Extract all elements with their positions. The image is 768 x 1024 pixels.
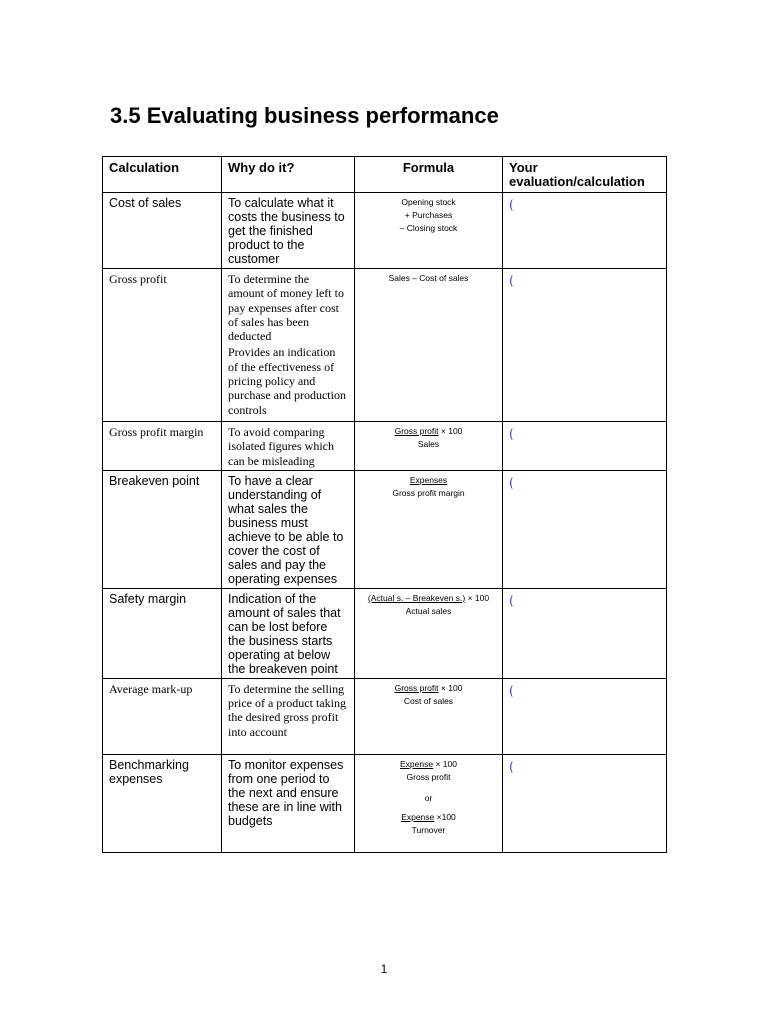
calculation-cell: Average mark-up [103,678,222,754]
table-row [103,193,667,269]
entry-marker: ( [509,475,514,490]
calculation-cell: Breakeven point [103,470,222,588]
entry-marker: ( [509,759,514,774]
header-evaluation: Your evaluation/calculation [503,157,667,193]
table-row [103,421,667,470]
formula-line: + Purchases [404,210,453,220]
formula-numerator: Expenses [409,474,448,485]
why-cell: To have a clear understanding of what sales the business must achieve to be able to cover the cost of sales and pay the operating expenses [222,470,355,588]
calculation-cell: Benchmarking expenses [103,754,222,852]
why-cell: To calculate what it costs the business to get the finished product to the customer [222,193,355,269]
table-row [103,470,667,588]
why-cell: To determine the selling price of a product taking the desired gross profit into account [222,678,355,754]
formula-denominator: Cost of sales [403,695,454,706]
table-row [103,588,667,678]
formula-numerator: Expense [400,758,434,769]
formula-or: or [424,792,433,803]
formula-multiplier: × 100 [438,425,463,436]
formula-line: Opening stock [401,197,456,207]
why-cell: To avoid comparing isolated figures which can be misleading [222,421,355,470]
formula-multiplier: × 100 [465,592,490,603]
table-row [103,269,667,422]
evaluation-cell[interactable] [503,588,667,678]
formula-numerator: Gross profit [394,425,439,436]
why-paragraph: Provides an indication of the effectiveness of pricing policy and purchase and production controls [228,345,346,417]
formula-numerator: Expense [401,811,435,822]
evaluation-cell[interactable] [503,678,667,754]
formula-denominator: Actual sales [405,605,452,616]
table-header-row [103,157,667,193]
formula-fraction [361,682,496,695]
calculation-cell: Safety margin [103,588,222,678]
formula-numerator: Gross profit [394,682,439,693]
formula-fraction [361,592,496,605]
evaluation-table [102,156,667,853]
formula-fraction [361,425,496,438]
formula-cell [355,421,503,470]
calculation-cell: Gross profit margin [103,421,222,470]
formula-cell [355,269,503,422]
calculation-cell: Gross profit [103,269,222,422]
evaluation-cell[interactable] [503,269,667,422]
formula-multiplier: × 100 [433,758,457,769]
entry-marker: ( [509,198,514,212]
formula-cell [355,678,503,754]
formula-fraction [361,811,496,824]
why-cell [222,269,355,422]
evaluation-cell[interactable] [503,421,667,470]
table-row [103,678,667,754]
header-calculation: Calculation [103,157,222,193]
why-cell: To monitor expenses from one period to the next and ensure these are in line with budgets [222,754,355,852]
formula-denominator: Sales [417,438,440,449]
formula-fraction [361,758,496,771]
table-row [103,754,667,852]
formula-denominator: Gross profit [406,771,451,782]
header-why: Why do it? [222,157,355,193]
entry-marker: ( [509,274,514,288]
formula-cell [355,193,503,269]
evaluation-cell[interactable] [503,754,667,852]
entry-marker: ( [509,426,514,441]
entry-marker: ( [509,683,514,698]
evaluation-cell[interactable] [503,470,667,588]
entry-marker: ( [509,593,514,608]
formula-cell [355,470,503,588]
formula-numerator: (Actual s. – Breakeven s.) [367,592,466,603]
calculation-cell: Cost of sales [103,193,222,269]
header-formula: Formula [355,157,503,193]
evaluation-cell[interactable] [503,193,667,269]
formula-denominator: Turnover [411,824,446,835]
page-title: 3.5 Evaluating business performance [110,103,499,128]
why-paragraph: To determine the amount of money left to pay expenses after cost of sales has been deducted [228,272,344,344]
why-cell: Indication of the amount of sales that can be lost before the business starts operating at below the breakeven point [222,588,355,678]
formula-cell [355,588,503,678]
formula-denominator: Gross profit margin [392,487,465,498]
formula-fraction [361,474,496,487]
formula-multiplier: × 100 [438,682,463,693]
formula-line: – Closing stock [399,223,458,233]
formula-cell [355,754,503,852]
page-number: 1 [380,962,388,976]
formula-line: Sales – Cost of sales [388,273,469,283]
formula-multiplier: ×100 [434,811,456,822]
